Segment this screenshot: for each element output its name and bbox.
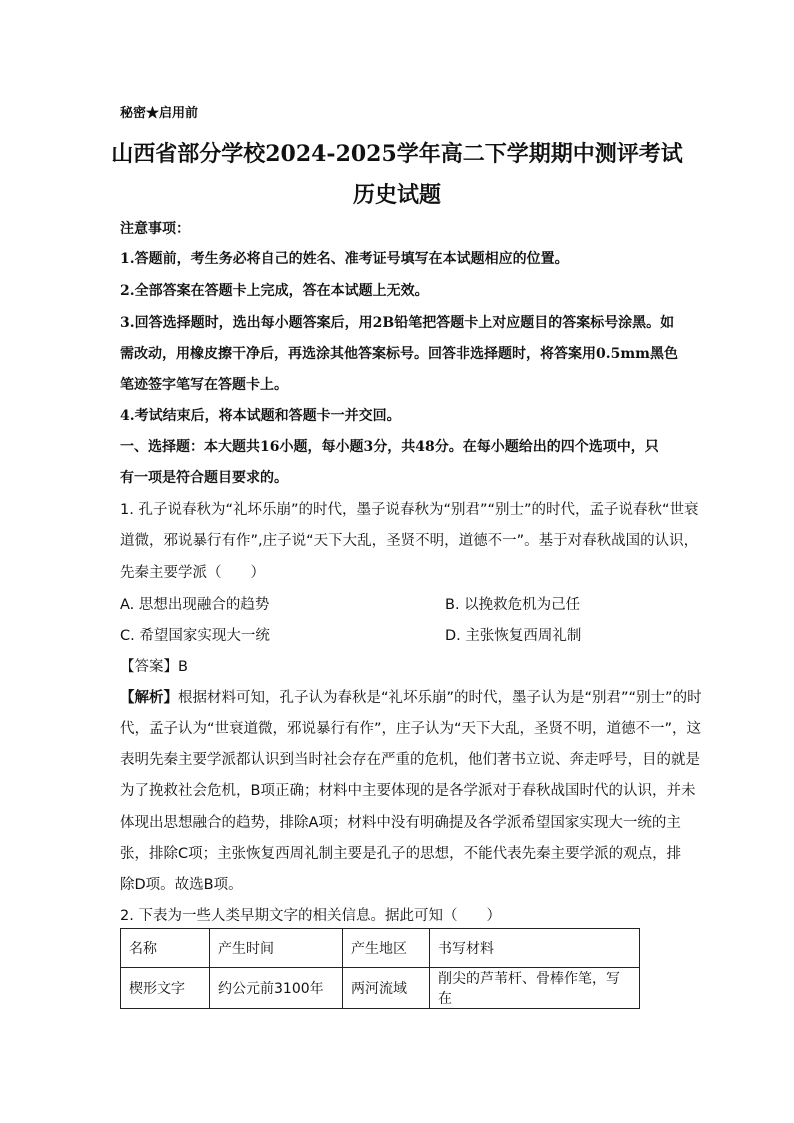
q1-analysis-line1 — [120, 686, 702, 707]
q2-table — [120, 928, 640, 1009]
analysis-text-1: 根据材料可知，孔子认为春秋是“礼坏乐崩”的时代，墨子认为是“别君”“别士”的时 — [178, 690, 702, 706]
q1-option-b: B. 以挽救危机为己任 — [445, 597, 581, 613]
section-heading-line2: 有一项是符合题目要求的。 — [120, 470, 288, 486]
secret-label: 秘密★启用前 — [120, 106, 199, 121]
table-header-cell: 书写材料 — [430, 929, 640, 968]
note-2: 2.全部答案在答题卡上完成，答在本试题上无效。 — [120, 283, 429, 299]
table-header-row — [121, 929, 640, 968]
q1-analysis-line3: 表明先秦主要学派都认识到当时社会存在严重的危机，他们著书立说、奔走呼号，目的就是 — [120, 752, 700, 768]
section-heading-line1: 一、选择题：本大题共16小题，每小题3分，共48分。在每小题给出的四个选项中，只 — [120, 439, 659, 455]
notes-heading: 注意事项： — [120, 221, 190, 237]
table-header-cell: 产生时间 — [210, 929, 343, 968]
q1-analysis-line5: 体现出思想融合的趋势，排除A项；材料中没有明确提及各学派希望国家实现大一统的主 — [120, 815, 681, 831]
q1-analysis-line4: 为了挽救社会危机，B项正确；材料中主要体现的是各学派对于春秋战国时代的认识，并未 — [120, 783, 696, 799]
note-3-line1: 3.回答选择题时，选出每小题答案后，用2B铅笔把答题卡上对应题目的答案标号涂黑。如 — [120, 315, 675, 331]
table-cell: 约公元前3100年 — [210, 968, 343, 1009]
q1-analysis-line7: 除D项。故选B项。 — [120, 877, 243, 893]
note-1: 1.答题前，考生务必将自己的姓名、准考证号填写在本试题相应的位置。 — [120, 251, 569, 267]
table-cell: 削尖的芦苇杆、骨棒作笔，写在 — [430, 968, 640, 1009]
q1-stem-line1: 1. 孔子说春秋为“礼坏乐崩”的时代，墨子说春秋为“别君”“别士”的时代，孟子说春秋“世衰 — [120, 502, 699, 518]
analysis-label: 【解析】 — [120, 690, 178, 706]
note-4: 4.考试结束后，将本试题和答题卡一并交回。 — [120, 408, 401, 424]
q1-analysis-line2: 代，孟子认为“世衰道微，邪说暴行有作”，庄子认为“天下大乱，圣贤不明，道德不一”，这 — [120, 721, 702, 737]
note-3-line2: 需改动，用橡皮擦干净后，再选涂其他答案标号。回答非选择题时，将答案用0.5mm黑色 — [120, 346, 678, 362]
q1-stem-line2: 道微，邪说暴行有作”,庄子说“天下大乱，圣贤不明，道德不一”。基于对春秋战国的认识， — [120, 533, 699, 549]
table-cell: 两河流域 — [343, 968, 430, 1009]
exam-subject: 历史试题 — [352, 182, 441, 208]
table-header-cell: 产生地区 — [343, 929, 430, 968]
q1-option-d: D. 主张恢复西周礼制 — [445, 628, 582, 644]
note-3-line3: 笔迹签字笔写在答题卡上。 — [120, 377, 288, 393]
table-header-cell: 名称 — [121, 929, 210, 968]
q1-answer: 【答案】B — [120, 659, 188, 675]
q1-option-c: C. 希望国家实现大一统 — [120, 628, 270, 644]
table-cell: 楔形文字 — [121, 968, 210, 1009]
table-row — [121, 968, 640, 1009]
exam-title: 山西省部分学校2024-2025学年高二下学期期中测评考试 — [111, 141, 683, 167]
q2-stem: 2. 下表为一些人类早期文字的相关信息。据此可知（ ） — [120, 908, 501, 924]
q1-option-a: A. 思想出现融合的趋势 — [120, 597, 270, 613]
q1-stem-line3: 先秦主要学派（ ） — [120, 565, 265, 581]
q1-analysis-line6: 张，排除C项；主张恢复西周礼制主要是孔子的思想，不能代表先秦主要学派的观点，排 — [120, 846, 682, 862]
